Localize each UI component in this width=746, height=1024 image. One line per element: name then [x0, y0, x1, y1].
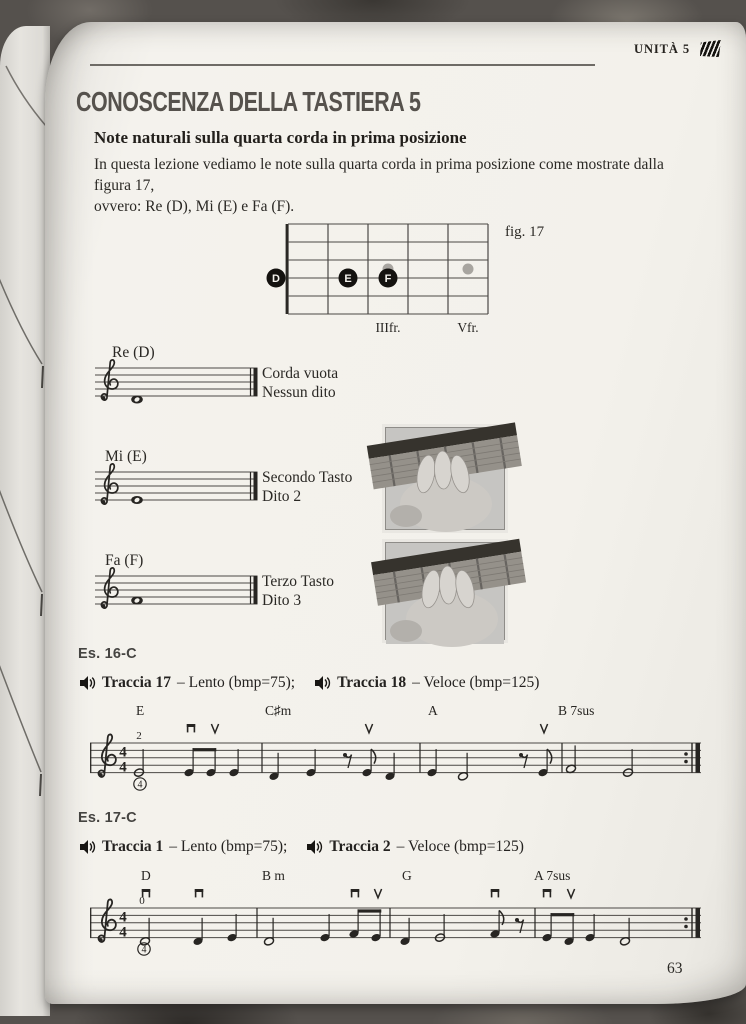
track-tempo: – Lento (bmp=75); [169, 838, 288, 855]
speaker-icon [315, 676, 331, 691]
track-name: Traccia 2 [329, 838, 391, 855]
page-title: CONOSCENZA DELLA TASTIERA 5 [76, 86, 421, 117]
svg-text:A 7sus: A 7sus [534, 868, 571, 883]
track-name: Traccia 17 [102, 674, 172, 691]
previous-pages-lines [0, 26, 50, 1016]
svg-text:E: E [136, 703, 145, 718]
svg-text:D: D [272, 273, 280, 285]
track-name: Traccia 18 [337, 674, 407, 691]
staff-fa [95, 568, 265, 630]
svg-text:C♯m: C♯m [265, 703, 292, 718]
figure-caption: fig. 17 [505, 224, 545, 240]
svg-text:4: 4 [119, 744, 127, 761]
note-description-mi: Secondo Tasto Dito 2 [262, 469, 353, 505]
note-name-fa: Fa (F) [105, 552, 144, 569]
svg-text:IIIfr.: IIIfr. [375, 320, 401, 335]
track-tempo: – Veloce (bmp=125) [396, 838, 524, 855]
track-tempo: – Veloce (bmp=125) [412, 674, 540, 691]
svg-text:4: 4 [137, 779, 143, 791]
svg-text:4: 4 [141, 944, 147, 956]
svg-text:0: 0 [139, 895, 145, 907]
note-description-fa: Terzo Tasto Dito 3 [262, 573, 335, 609]
svg-text:A: A [428, 703, 438, 718]
section-subtitle: Note naturali sulla quarta corda in prima posizione [94, 128, 467, 147]
track-info-16c [80, 674, 539, 692]
header-rule [90, 64, 595, 66]
svg-text:E: E [344, 273, 352, 285]
hand-photo-secondo-tasto [385, 427, 505, 530]
speaker-icon [307, 840, 323, 855]
intro-paragraph [94, 154, 674, 217]
unit-label: UNITÀ 5 [634, 42, 690, 56]
note-name-re: Re (D) [112, 344, 155, 361]
note-description-re: Corda vuota Nessun dito [262, 365, 339, 401]
page-number: 63 [667, 960, 683, 977]
svg-text:D: D [141, 868, 151, 883]
intro-line-2: ovvero: Re (D), Mi (E) e Fa (F). [94, 198, 295, 215]
svg-text:B 7sus: B 7sus [558, 703, 595, 718]
track-tempo: – Lento (bmp=75); [177, 674, 296, 691]
exercise-label-16c: Es. 16-C [78, 646, 137, 662]
svg-text:4: 4 [119, 759, 127, 776]
svg-text:2: 2 [136, 730, 142, 742]
track-info-17c [80, 838, 524, 856]
svg-text:Vfr.: Vfr. [457, 320, 479, 335]
note-name-mi: Mi (E) [105, 448, 147, 465]
exercise-label-17c: Es. 17-C [78, 810, 137, 826]
svg-text:4: 4 [119, 909, 127, 926]
exercise-staff-17c [90, 865, 715, 965]
unit-logo-icon [700, 40, 721, 57]
speaker-icon [80, 676, 96, 691]
exercise-staff-16c [90, 700, 715, 800]
hand-photo-terzo-tasto [385, 542, 505, 640]
svg-text:G: G [402, 868, 412, 883]
staff-mi [95, 464, 265, 526]
previous-pages-edge [0, 26, 50, 1016]
svg-text:B m: B m [262, 868, 285, 883]
book-page [45, 22, 746, 1004]
intro-line-1: In questa lezione vediamo le note sulla quarta corda in prima posizione come mostrate dalla figura 17, [94, 156, 664, 194]
svg-text:4: 4 [119, 924, 127, 941]
staff-re [95, 360, 265, 422]
speaker-icon [80, 840, 96, 855]
track-name: Traccia 1 [102, 838, 164, 855]
svg-text:F: F [384, 273, 392, 285]
